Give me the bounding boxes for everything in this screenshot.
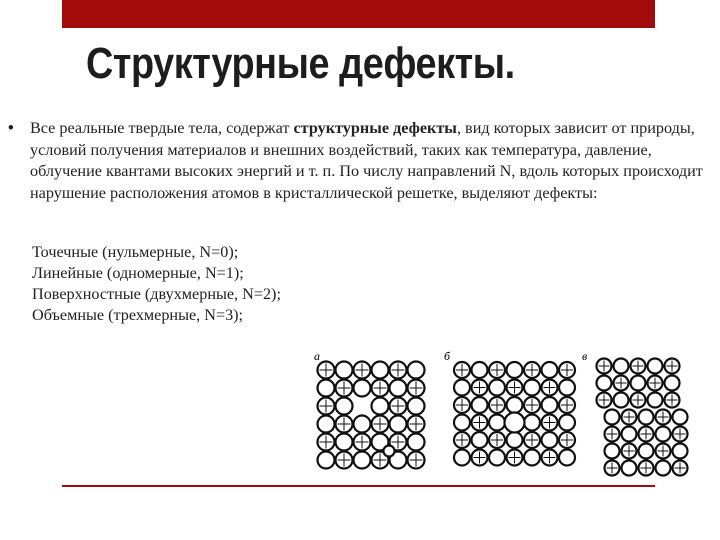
panel-a-atom [336, 362, 353, 379]
panel-b-atom [507, 450, 523, 466]
panel-a-atom [408, 452, 425, 469]
panel-a-atom [318, 434, 335, 451]
panel-c-atom [614, 393, 629, 408]
panel-b-atom [507, 432, 523, 448]
panel-c-atom [639, 427, 654, 442]
panel-b-atom [559, 380, 575, 396]
panel-b-atom [524, 397, 540, 413]
panel-b-atom [489, 380, 505, 396]
body-text [8, 118, 712, 204]
panel-b-atom [472, 397, 488, 413]
panel-c-atom [622, 461, 637, 476]
panel-b-atom [507, 397, 523, 413]
panel-a-atom [408, 434, 425, 451]
defect-item-point: Точечные (нульмерные, N=0); [32, 243, 239, 261]
panel-a-interstitial-atom [383, 445, 394, 456]
panel-c-atom [648, 376, 663, 391]
panel-b-atom [524, 450, 540, 466]
panel-b-atom [542, 397, 558, 413]
panel-c-atom [673, 427, 688, 442]
panel-c-atom [597, 393, 612, 408]
panel-c-atom [605, 427, 620, 442]
panel-a-atom [372, 380, 389, 397]
panel-b-atom [524, 362, 540, 378]
panel-b-atom [472, 380, 488, 396]
defect-item-surface: Поверхностные (двухмерные, N=2); [32, 285, 281, 303]
panel-a-atom [372, 362, 389, 379]
paragraph-part-1: Все реальные твердые тела, содержат [30, 119, 294, 137]
panel-b-atom [542, 432, 558, 448]
panel-a-atom [390, 398, 407, 415]
panel-b-atom [559, 415, 575, 431]
panel-c-atom [665, 393, 680, 408]
panel-c-atom [605, 461, 620, 476]
panel-a-atom [318, 416, 335, 433]
panel-c-atom [622, 427, 637, 442]
panel-label-a: а [314, 349, 320, 363]
panel-c-atom [605, 444, 620, 459]
panel-a-atom [318, 398, 335, 415]
panel-c-atom [656, 461, 671, 476]
paragraph-emphasis: структурные дефекты [293, 119, 457, 137]
panel-a-atom [390, 362, 407, 379]
panel-a-atom [336, 452, 353, 469]
panel-a-atom [354, 434, 371, 451]
panel-c-atom [648, 393, 663, 408]
panel-b-atom [489, 415, 505, 431]
panel-b-atom [507, 362, 523, 378]
panel-c-atom [639, 461, 654, 476]
panel-a-atom [318, 380, 335, 397]
bullet-paragraph [8, 118, 712, 204]
panel-c-atom [631, 376, 646, 391]
panel-b-atom [542, 415, 558, 431]
panel-a-atom [372, 416, 389, 433]
panel-b-atom [489, 450, 505, 466]
panel-c-atom [597, 359, 612, 374]
panel-a-atom [372, 398, 389, 415]
panel-b-atom [542, 450, 558, 466]
panel-b-atom [454, 380, 470, 396]
panel-c-atom [673, 461, 688, 476]
panel-b-atom [559, 397, 575, 413]
panel-b-atom [559, 362, 575, 378]
panel-c-atom [673, 410, 688, 425]
slide-title: Структурные дефекты. [86, 39, 515, 88]
panel-a-atom [408, 398, 425, 415]
panel-c-atom [665, 376, 680, 391]
panel-c-atom [597, 376, 612, 391]
panel-c-atom [656, 410, 671, 425]
panel-b-atom [454, 415, 470, 431]
crystal-defects-figure [286, 340, 711, 485]
panel-b-atom [489, 362, 505, 378]
panel-a-atom [336, 398, 353, 415]
panel-b-atom [454, 450, 470, 466]
panel-c-atom [631, 359, 646, 374]
panel-c-atom [673, 444, 688, 459]
panel-c-atom [614, 376, 629, 391]
panel-a-atom [336, 380, 353, 397]
panel-c-atom [622, 410, 637, 425]
panel-a-atom [408, 416, 425, 433]
bottom-accent-rule [62, 485, 655, 487]
defect-types-list [32, 242, 281, 326]
panel-c-atom [639, 444, 654, 459]
panel-c-atom [639, 410, 654, 425]
panel-c-atom [656, 444, 671, 459]
lattice-diagram [286, 340, 711, 485]
panel-c-atom [605, 410, 620, 425]
panel-b-atom [454, 432, 470, 448]
panel-a-atom [336, 434, 353, 451]
panel-a-atom [354, 452, 371, 469]
panel-c-atom [631, 393, 646, 408]
panel-b-atom [507, 380, 523, 396]
panel-b-atom [542, 380, 558, 396]
panel-b-atom [472, 362, 488, 378]
panel-b-atom [472, 450, 488, 466]
panel-b-atom [524, 380, 540, 396]
panel-a-atom [408, 362, 425, 379]
bullet-marker: • [8, 119, 14, 137]
panel-a-atom [390, 380, 407, 397]
panel-a-atom [408, 380, 425, 397]
panel-b-atom [489, 432, 505, 448]
panel-b-atom [559, 450, 575, 466]
panel-b-large-atom [505, 413, 525, 433]
panel-c-atom [648, 359, 663, 374]
panel-b-atom [542, 362, 558, 378]
panel-b-atom [472, 432, 488, 448]
panel-label-b: б [444, 349, 451, 363]
top-accent-bar [62, 0, 655, 28]
panel-a-atom [354, 416, 371, 433]
panel-a-atom [336, 416, 353, 433]
panel-a-atom [354, 362, 371, 379]
panel-c-atom [614, 359, 629, 374]
panel-b-atom [524, 432, 540, 448]
defect-item-volume: Объемные (трехмерные, N=3); [32, 306, 244, 324]
panel-a-atom [318, 452, 335, 469]
panel-a-atom [318, 362, 335, 379]
panel-a-atom [390, 416, 407, 433]
panel-b-atom [454, 362, 470, 378]
panel-b-atom [489, 397, 505, 413]
panel-b-atom [524, 415, 540, 431]
panel-c-atom [622, 444, 637, 459]
panel-c-atom [665, 359, 680, 374]
panel-label-c: в [582, 349, 588, 363]
paragraph [30, 119, 703, 202]
panel-a-atom [354, 380, 371, 397]
panel-b-atom [454, 397, 470, 413]
panel-b-atom [472, 415, 488, 431]
panel-b-atom [559, 432, 575, 448]
paragraph-part-2: , вид которых зависит от природы, условий получения материалов и внешних воздействий, таких как температура, давление, облучение квантами высоких энергий и т. п. По числу направлений N, вдоль которых происходит нарушение расположения атомов в кристаллической решетке, выделяют дефекты: [30, 119, 703, 202]
defect-item-linear: Линейные (одномерные, N=1); [32, 264, 244, 282]
panel-c-atom [656, 427, 671, 442]
